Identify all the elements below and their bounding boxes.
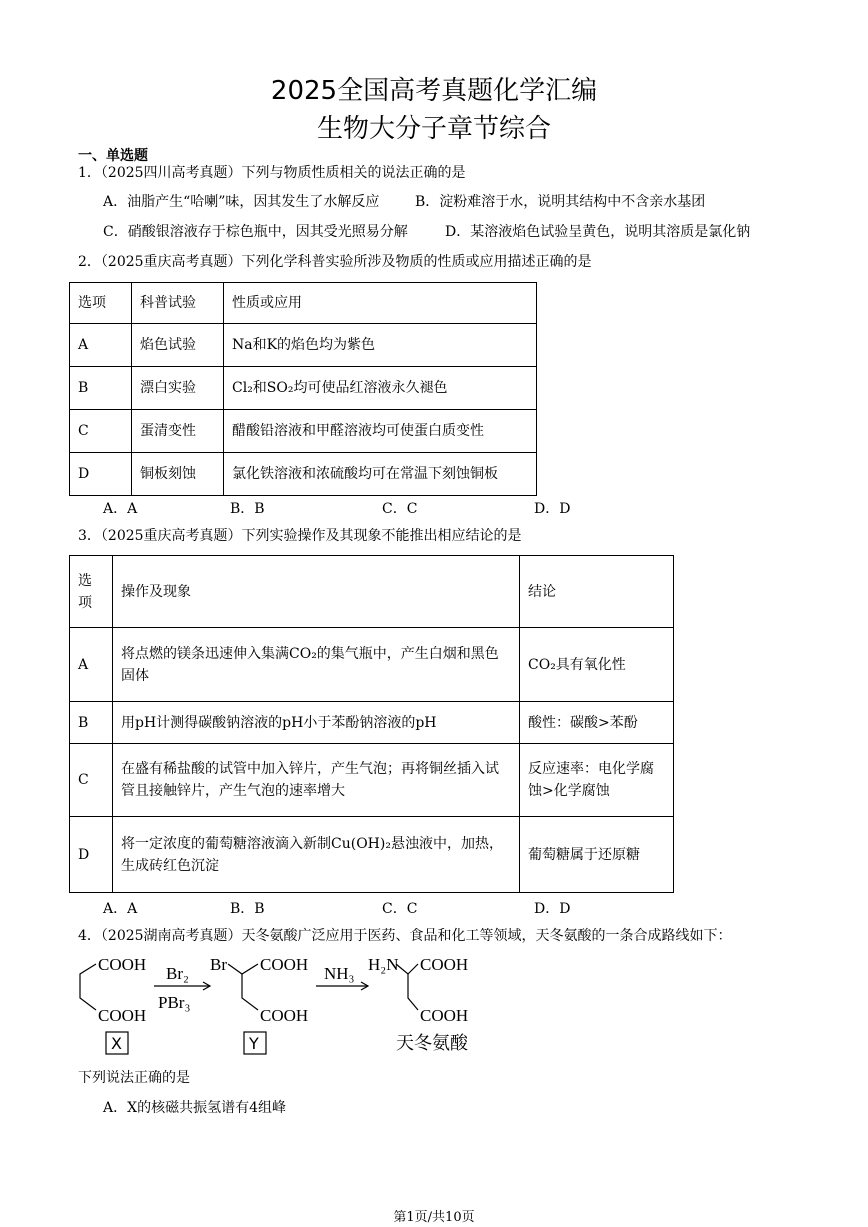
- x-cooh-bottom: COOH: [98, 1006, 147, 1025]
- q3-choice-d: D．D: [534, 901, 571, 917]
- table-cell: Cl₂和SO₂均可使品红溶液永久褪色: [224, 367, 537, 410]
- q2-choice-d: D．D: [534, 501, 571, 517]
- q4-question: 下列说法正确的是: [78, 1070, 190, 1086]
- table-row: [70, 453, 537, 496]
- y-cooh-bottom: COOH: [260, 1006, 309, 1025]
- q1-option-a: A．油脂产生“哈喇”味，因其发生了水解反应: [103, 194, 380, 210]
- q2-header-cell: 科普试验: [132, 283, 224, 324]
- table-cell: B: [70, 702, 113, 744]
- table-cell: B: [70, 367, 132, 410]
- reagent-pbr3: PBr₃: [158, 993, 191, 1012]
- q2-table-header: [70, 283, 537, 324]
- product-label: 天冬氨酸: [396, 1033, 468, 1054]
- table-cell: 焰色试验: [132, 324, 224, 367]
- q3-header-cell: 操作及现象: [113, 556, 520, 628]
- q2-choice-c: C．C: [382, 501, 418, 517]
- x-bond-skeleton: [80, 964, 96, 1010]
- product-bond-down: [408, 974, 418, 1010]
- table-cell: 铜板刻蚀: [132, 453, 224, 496]
- y-bond-down: [242, 974, 258, 1010]
- q1-stem: 1．（2025四川高考真题）下列与物质性质相关的说法正确的是: [78, 165, 466, 181]
- table-cell: 醋酸铅溶液和甲醛溶液均可使蛋白质变性: [224, 410, 537, 453]
- q3-header-cell: 选项: [70, 556, 113, 628]
- q1-option-b: B．淀粉难溶于水，说明其结构中不含亲水基团: [415, 194, 706, 210]
- product-bond-top: [396, 964, 418, 974]
- product-cooh-top: COOH: [420, 955, 469, 974]
- table-cell: D: [70, 453, 132, 496]
- table-row: [70, 628, 674, 702]
- table-cell: CO₂具有氧化性: [520, 628, 674, 702]
- q1-option-c: C．硝酸银溶液存于棕色瓶中，因其受光照易分解: [103, 224, 408, 240]
- table-cell: 将点燃的镁条迅速伸入集满CO₂的集气瓶中，产生白烟和黑色固体: [113, 628, 520, 702]
- table-row: [70, 324, 537, 367]
- table-row: [70, 367, 537, 410]
- q3-choice-b: B．B: [230, 901, 265, 917]
- y-cooh-top: COOH: [260, 955, 309, 974]
- table-cell: 漂白实验: [132, 367, 224, 410]
- x-label: X: [111, 1034, 122, 1053]
- table-cell: Na和K的焰色均为紫色: [224, 324, 537, 367]
- table-cell: 氯化铁溶液和浓硫酸均可在常温下刻蚀铜板: [224, 453, 537, 496]
- q1-option-d: D．某溶液焰色试验呈黄色，说明其溶质是氯化钠: [445, 224, 751, 240]
- document-title-line1: 2025全国高考真题化学汇编: [270, 76, 598, 106]
- page-footer: 第1页/共10页: [393, 1210, 475, 1225]
- q2-header-cell: 选项: [70, 283, 132, 324]
- q2-choice-b: B．B: [230, 501, 265, 517]
- q2-table: [69, 282, 537, 496]
- reagent-br2: Br₂: [166, 964, 189, 983]
- product-cooh-bottom: COOH: [420, 1006, 469, 1025]
- table-cell: A: [70, 628, 113, 702]
- reagent-nh3: NH₃: [324, 964, 355, 983]
- table-cell: 蛋清变性: [132, 410, 224, 453]
- y-br: Br: [210, 955, 227, 974]
- q3-stem: 3．（2025重庆高考真题）下列实验操作及其现象不能推出相应结论的是: [78, 528, 522, 544]
- product-h2n: H₂N: [368, 955, 399, 974]
- table-row: [70, 702, 674, 744]
- q4-option-a: A．X的核磁共振氢谱有4组峰: [103, 1100, 286, 1116]
- table-cell: 反应速率：电化学腐蚀>化学腐蚀: [520, 744, 674, 817]
- q3-choice-a: A．A: [103, 901, 138, 917]
- q3-choice-c: C．C: [382, 901, 418, 917]
- q2-choice-a: A．A: [103, 501, 138, 517]
- table-cell: 酸性：碳酸>苯酚: [520, 702, 674, 744]
- table-cell: C: [70, 410, 132, 453]
- section-heading: 一、单选题: [78, 148, 148, 164]
- table-cell: A: [70, 324, 132, 367]
- table-cell: D: [70, 817, 113, 893]
- q3-header-cell: 结论: [520, 556, 674, 628]
- synthesis-scheme: [70, 948, 510, 1060]
- q2-header-cell: 性质或应用: [224, 283, 537, 324]
- q3-table: [69, 555, 674, 893]
- y-label: Y: [249, 1034, 259, 1053]
- table-cell: 葡萄糖属于还原糖: [520, 817, 674, 893]
- table-row: [70, 744, 674, 817]
- table-row: [70, 410, 537, 453]
- x-cooh-top: COOH: [98, 955, 147, 974]
- q2-stem: 2．（2025重庆高考真题）下列化学科普实验所涉及物质的性质或应用描述正确的是: [78, 254, 592, 270]
- q4-stem: 4．（2025湖南高考真题）天冬氨酸广泛应用于医药、食品和化工等领域，天冬氨酸的一条合成路线如下：: [78, 928, 732, 944]
- table-cell: 将一定浓度的葡萄糖溶液滴入新制Cu(OH)₂悬浊液中，加热，生成砖红色沉淀: [113, 817, 520, 893]
- table-row: [70, 817, 674, 893]
- table-cell: 在盛有稀盐酸的试管中加入锌片，产生气泡；再将铜丝插入试管且接触锌片，产生气泡的速率增大: [113, 744, 520, 817]
- document-title-line2: 生物大分子章节综合: [316, 114, 551, 144]
- table-cell: 用pH计测得碳酸钠溶液的pH小于苯酚钠溶液的pH: [113, 702, 520, 744]
- table-cell: C: [70, 744, 113, 817]
- y-bond-top: [228, 964, 258, 974]
- q3-table-header: [70, 556, 674, 628]
